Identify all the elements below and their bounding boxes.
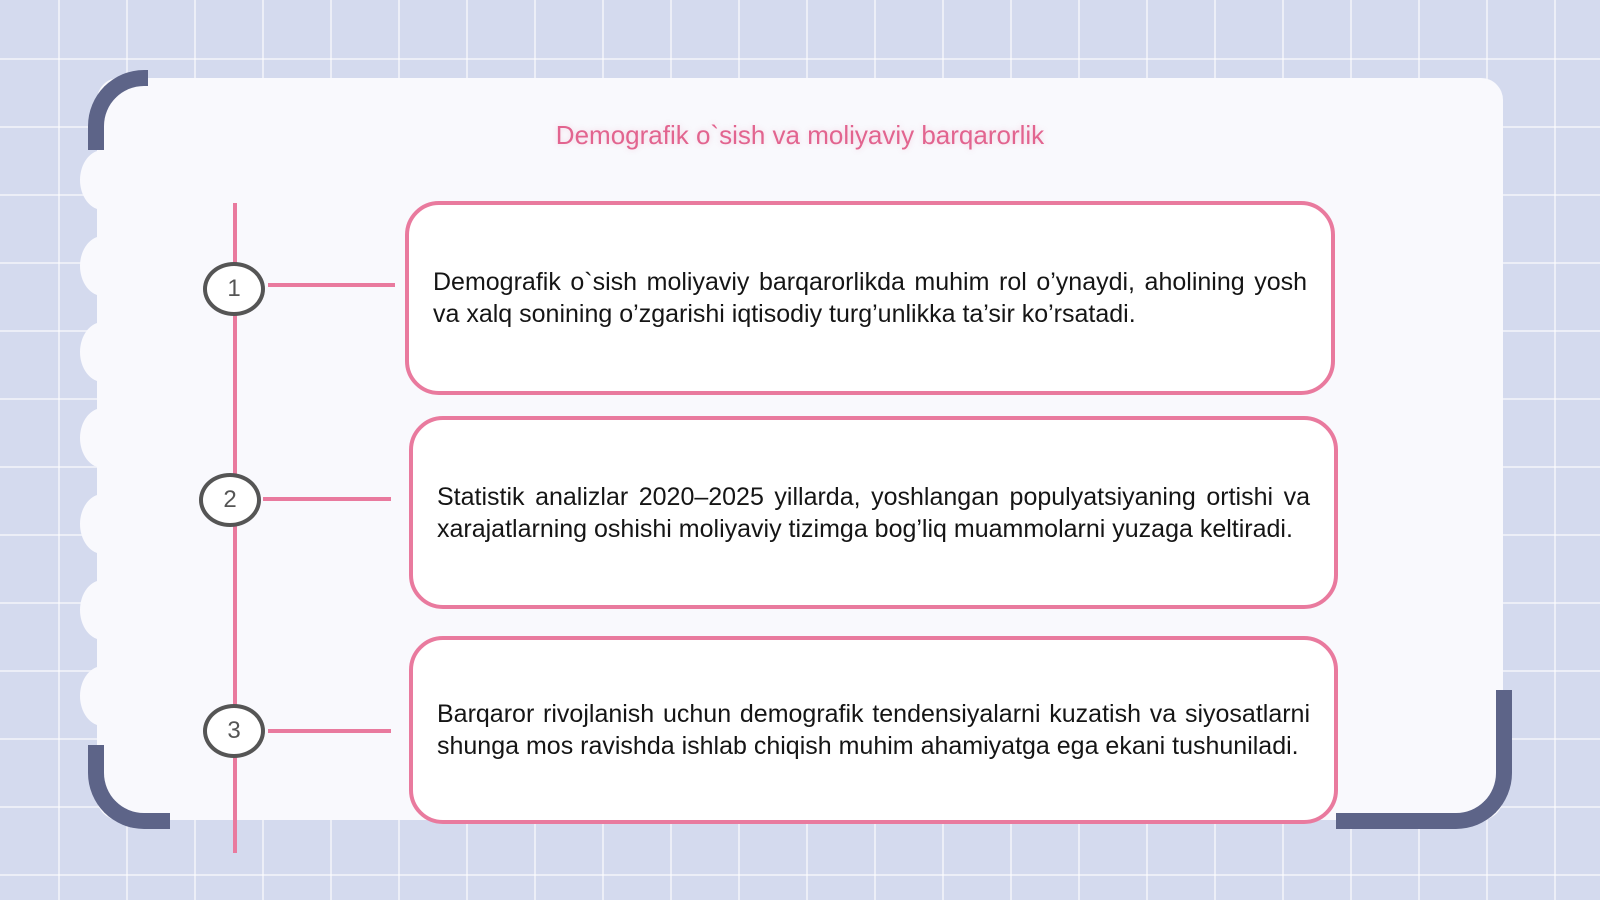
card-scallop — [80, 494, 126, 554]
step-number-badge: 3 — [203, 704, 265, 758]
card-scallop — [80, 666, 126, 726]
timeline-connector — [263, 497, 391, 501]
step-number-badge: 2 — [199, 473, 261, 527]
timeline-connector — [268, 283, 395, 287]
step-text: Barqaror rivojlanish uchun demografik tendensiyalarni kuzatish va siyosatlarni shunga mos ravishda ishlab chiqish muhim ahamiyatga ega ekani tushuniladi. — [437, 700, 1310, 760]
slide-title: Demografik o`sish va moliyaviy barqarorlik — [555, 120, 1045, 150]
step-text-box — [405, 201, 1335, 395]
timeline-connector — [268, 729, 391, 733]
corner-bracket-bottom-right — [1336, 690, 1512, 829]
step-text-box — [409, 416, 1338, 609]
card-scallop — [80, 150, 126, 210]
step-text-box — [409, 636, 1338, 824]
step-text: Statistik analizlar 2020–2025 yillarda, yoshlangan populyatsiyaning ortishi va xarajatlarning oshishi moliyaviy tizimga bog’liq muammolarni yuzaga keltiradi. — [437, 482, 1310, 543]
card-scallop — [80, 580, 126, 640]
corner-bracket-top-left — [88, 70, 148, 150]
card-scallop — [80, 236, 126, 296]
card-scallop — [80, 322, 126, 382]
step-number-badge: 1 — [203, 262, 265, 316]
step-text: Demografik o`sish moliyaviy barqarorlikda muhim rol o’ynaydi, aholining yosh va xalq sonining o’zgarishi iqtisodiy turg’unlikka ta’sir ko’rsatadi. — [433, 268, 1307, 328]
card-scallop — [80, 408, 126, 468]
corner-bracket-bottom-left — [88, 745, 170, 829]
